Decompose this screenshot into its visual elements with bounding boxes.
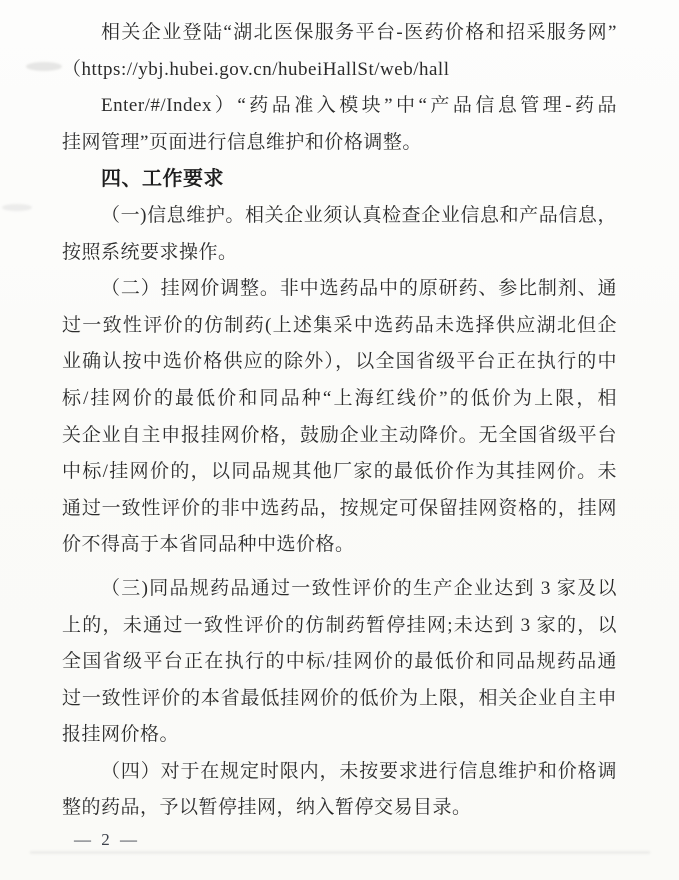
paragraph-item-1 <box>62 198 617 271</box>
paragraph-section-heading <box>62 161 617 198</box>
document-body <box>62 15 617 827</box>
text-line: （四）对于在规定时限内，未按要求进行信息维护和价格调 <box>101 760 617 782</box>
text-line: 过一致性评价的仿制药(上述集采中选药品未选择供应湖北但企 <box>62 314 617 336</box>
text-line: 四、工作要求 <box>101 168 224 191</box>
text-line: （三)同品规药品通过一致性评价的生产企业达到 3 家及以 <box>101 577 617 599</box>
text-line: 中标/挂网价的，以同品规其他厂家的最低价作为其挂网价。未 <box>62 461 617 483</box>
text-line: 相关企业登陆“湖北医保服务平台-医药价格和招采服务网” <box>101 22 617 43</box>
text-line: 通过一致性评价的非中选药品，按规定可保留挂网资格的，挂网 <box>62 497 617 519</box>
text-line: （二）挂网价调整。非中选药品中的原研药、参比制剂、通 <box>101 278 617 300</box>
text-line: 报挂网价格。 <box>62 724 180 746</box>
text-line: 全国省级平台正在执行的中标/挂网价的最低价和同品规药品通 <box>62 651 617 673</box>
text-line: 按照系统要求操作。 <box>62 241 238 263</box>
text-line: 整的药品，予以暂停挂网，纳入暂停交易目录。 <box>62 797 472 819</box>
paragraph-item-3 <box>62 571 617 754</box>
scan-smudge <box>26 62 62 71</box>
paragraph-item-4 <box>62 754 617 827</box>
text-line: 价不得高于本省同品种中选价格。 <box>62 534 355 556</box>
text-line: （一)信息维护。相关企业须认真检查企业信息和产品信息， <box>101 204 617 226</box>
text-line: 业确认按中选价格供应的除外），以全国省级平台正在执行的中 <box>62 351 617 373</box>
text-line: 挂网管理”页面进行信息维护和价格调整。 <box>62 131 422 153</box>
text-line: 关企业自主申报挂网价格，鼓励企业主动降价。无全国省级平台 <box>62 424 617 446</box>
page-number: — 2 — <box>74 830 140 849</box>
scan-smudge <box>2 204 32 211</box>
text-line: （https://ybj.hubei.gov.cn/hubeiHallSt/web/hall <box>62 58 450 80</box>
paragraph-intro <box>62 15 617 161</box>
text-line: 标/挂网价的最低价和同品种“上海红线价”的低价为上限，相 <box>62 387 617 409</box>
scan-streak <box>30 851 650 854</box>
paragraph-item-2 <box>62 271 617 564</box>
text-line: 上的，未通过一致性评价的仿制药暂停挂网;未达到 3 家的，以 <box>62 614 617 636</box>
text-line: 过一致性评价的本省最低挂网价的低价为上限，相关企业自主申 <box>62 687 617 709</box>
text-line: Enter/#/Index）“药品准入模块”中“产品信息管理-药品 <box>101 95 617 117</box>
